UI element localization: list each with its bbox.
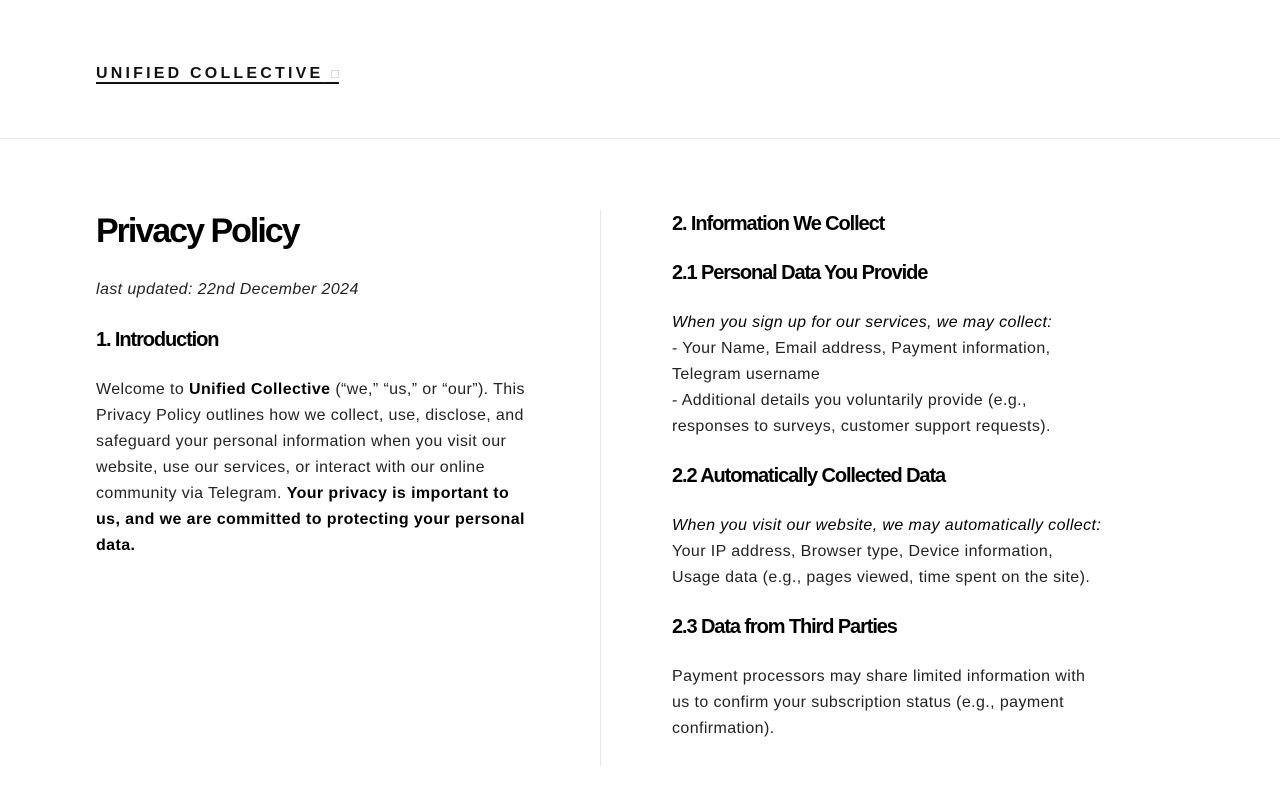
- last-updated: last updated: 22nd December 2024: [96, 281, 359, 298]
- logo-link[interactable]: [96, 65, 339, 83]
- section-2-2-text: [672, 513, 1102, 591]
- section-2-2-lead: When you visit our website, we may automatically collect:: [672, 517, 1102, 534]
- section-2-3-heading: 2.3 Data from Third Parties: [672, 616, 897, 638]
- intro-text-2: (“we,” “us,” or “our”). This Privacy Policy outlines how we collect, use, disclose, and safeguard your personal information when you visit our website, use our services, or interact with our online community via Telegram.: [96, 381, 525, 502]
- intro-bold: Your privacy is important to us, and we are committed to protecting your personal data.: [96, 485, 525, 554]
- site-header: [0, 0, 1280, 139]
- section-2-1-heading: 2.1 Personal Data You Provide: [672, 262, 928, 284]
- external-link-icon: □: [331, 66, 339, 81]
- logo-text: UNIFIED COLLECTIVE: [96, 65, 324, 82]
- page-title: Privacy Policy: [96, 212, 299, 250]
- section-2-2-heading: 2.2 Automatically Collected Data: [672, 465, 946, 487]
- intro-heading: 1. Introduction: [96, 329, 219, 351]
- list-item: - Additional details you voluntarily provide (e.g., responses to surveys, customer support requests).: [672, 392, 1051, 435]
- section-2-1-text: [672, 310, 1102, 440]
- column-divider: [600, 210, 601, 766]
- intro-paragraph: [96, 377, 536, 559]
- list-item: - Your Name, Email address, Payment information, Telegram username: [672, 340, 1051, 383]
- intro-text: Welcome to: [96, 381, 190, 398]
- intro-brand: Unified Collective: [189, 381, 331, 398]
- section-2-3-text: Payment processors may share limited information with us to confirm your subscription status (e.g., payment confirmation).: [672, 668, 1086, 737]
- right-column: [672, 211, 1102, 742]
- section-2-heading: 2. Information We Collect: [672, 213, 885, 235]
- left-column: [96, 211, 536, 559]
- section-2-2-body: Your IP address, Browser type, Device information, Usage data (e.g., pages viewed, time spent on the site).: [672, 543, 1091, 586]
- section-2-1-lead: When you sign up for our services, we may collect:: [672, 314, 1053, 331]
